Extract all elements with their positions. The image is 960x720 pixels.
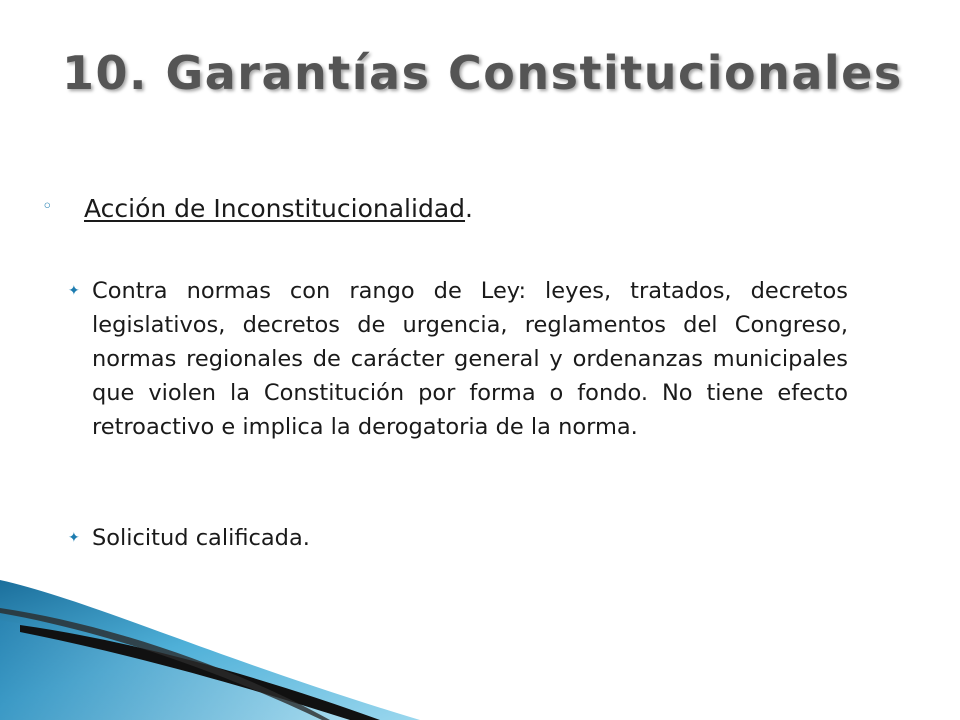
heading-text (84, 192, 473, 226)
sub-bullet-text: Contra normas con rango de Ley: leyes, tratados, decretos legislativos, decretos de urgencia, reglamentos del Congreso, normas regionales de carácter general y ordenanzas municipales que violen la Constitución por forma o fondo. No tiene efecto retroactivo e implica la derogatoria de la norma. (92, 278, 848, 440)
slide-title: 10. Garantías Constitucionales (62, 46, 903, 100)
sub-bullet-item (68, 274, 848, 484)
diamond-bullet-icon: ✦ (68, 530, 80, 546)
sub-bullet-text: Solicitud calificada. (92, 525, 310, 551)
heading-suffix: . (465, 194, 473, 223)
circle-outline-icon: ◦ (42, 196, 53, 217)
sub-bullet-item (68, 521, 848, 561)
wave-decoration (0, 580, 420, 720)
diamond-bullet-icon: ✦ (68, 283, 80, 299)
heading-underlined: Acción de Inconstitucionalidad (84, 194, 466, 223)
